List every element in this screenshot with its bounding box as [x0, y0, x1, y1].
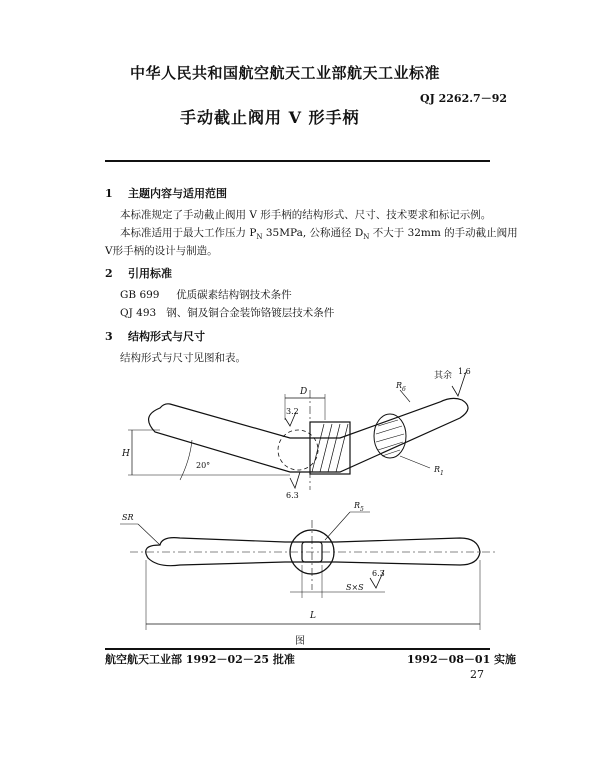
section-1-heading: 1 主题内容与适用范围 [105, 187, 227, 200]
reference-2: QJ 493 钢、铜及铜合金装饰铬镀层技术条件 [120, 307, 335, 319]
dim-h-label: H [122, 449, 130, 459]
angle-label: 20° [196, 461, 211, 470]
handle-drawing [100, 360, 500, 650]
sr-label: SR [122, 513, 134, 522]
r6-label: $R_6$ [396, 381, 406, 393]
issuing-organization: 中华人民共和国航空航天工业部航天工业标准 [130, 64, 441, 82]
dim-d-label: D [300, 387, 308, 397]
header-rule [105, 160, 490, 162]
roughness-6-3-b: 6.3 [372, 569, 385, 578]
document-title: 手动截止阀用 V 形手柄 [180, 108, 360, 127]
dim-l-label: L [310, 611, 316, 621]
standard-number: QJ 2262.7－92 [420, 92, 508, 105]
section-1-line-1: 本标准规定了手动截止阀用 V 形手柄的结构形式、尺寸、技术要求和标记示例。 [120, 209, 492, 221]
rest-label: 其余 [433, 371, 452, 381]
effective-date: 1992－08－01 实施 [407, 653, 517, 666]
figure-caption: 图 [295, 636, 305, 647]
roughness-6-3-a: 6.3 [286, 491, 299, 500]
section-1-line-3: V形手柄的设计与制造。 [105, 245, 218, 257]
r1-label: $R_1$ [434, 465, 444, 477]
section-2-heading: 2 引用标准 [105, 267, 172, 280]
roughness-3-2: 3.2 [286, 407, 299, 416]
sxs-label: S×S [346, 583, 364, 592]
page-number: 27 [470, 668, 484, 681]
section-3-line-1: 结构形式与尺寸见图和表。 [120, 352, 246, 364]
approval-date: 航空航天工业部 1992－02－25 批准 [105, 653, 295, 666]
hub-section [310, 422, 350, 474]
reference-1: GB 699 优质碳素结构钢技术条件 [120, 289, 292, 301]
rest-roughness-value: 1.6 [458, 367, 471, 376]
section-1-line-2: 本标准适用于最大工作压力 $P_N$ 35MPa, 公称通径 $D_N$ 不大于 32mm 的手动截止阀用 [120, 227, 518, 242]
r5-label: $R_5$ [354, 501, 364, 513]
footer-rule [105, 648, 490, 650]
section-3-heading: 3 结构形式与尺寸 [105, 330, 205, 343]
